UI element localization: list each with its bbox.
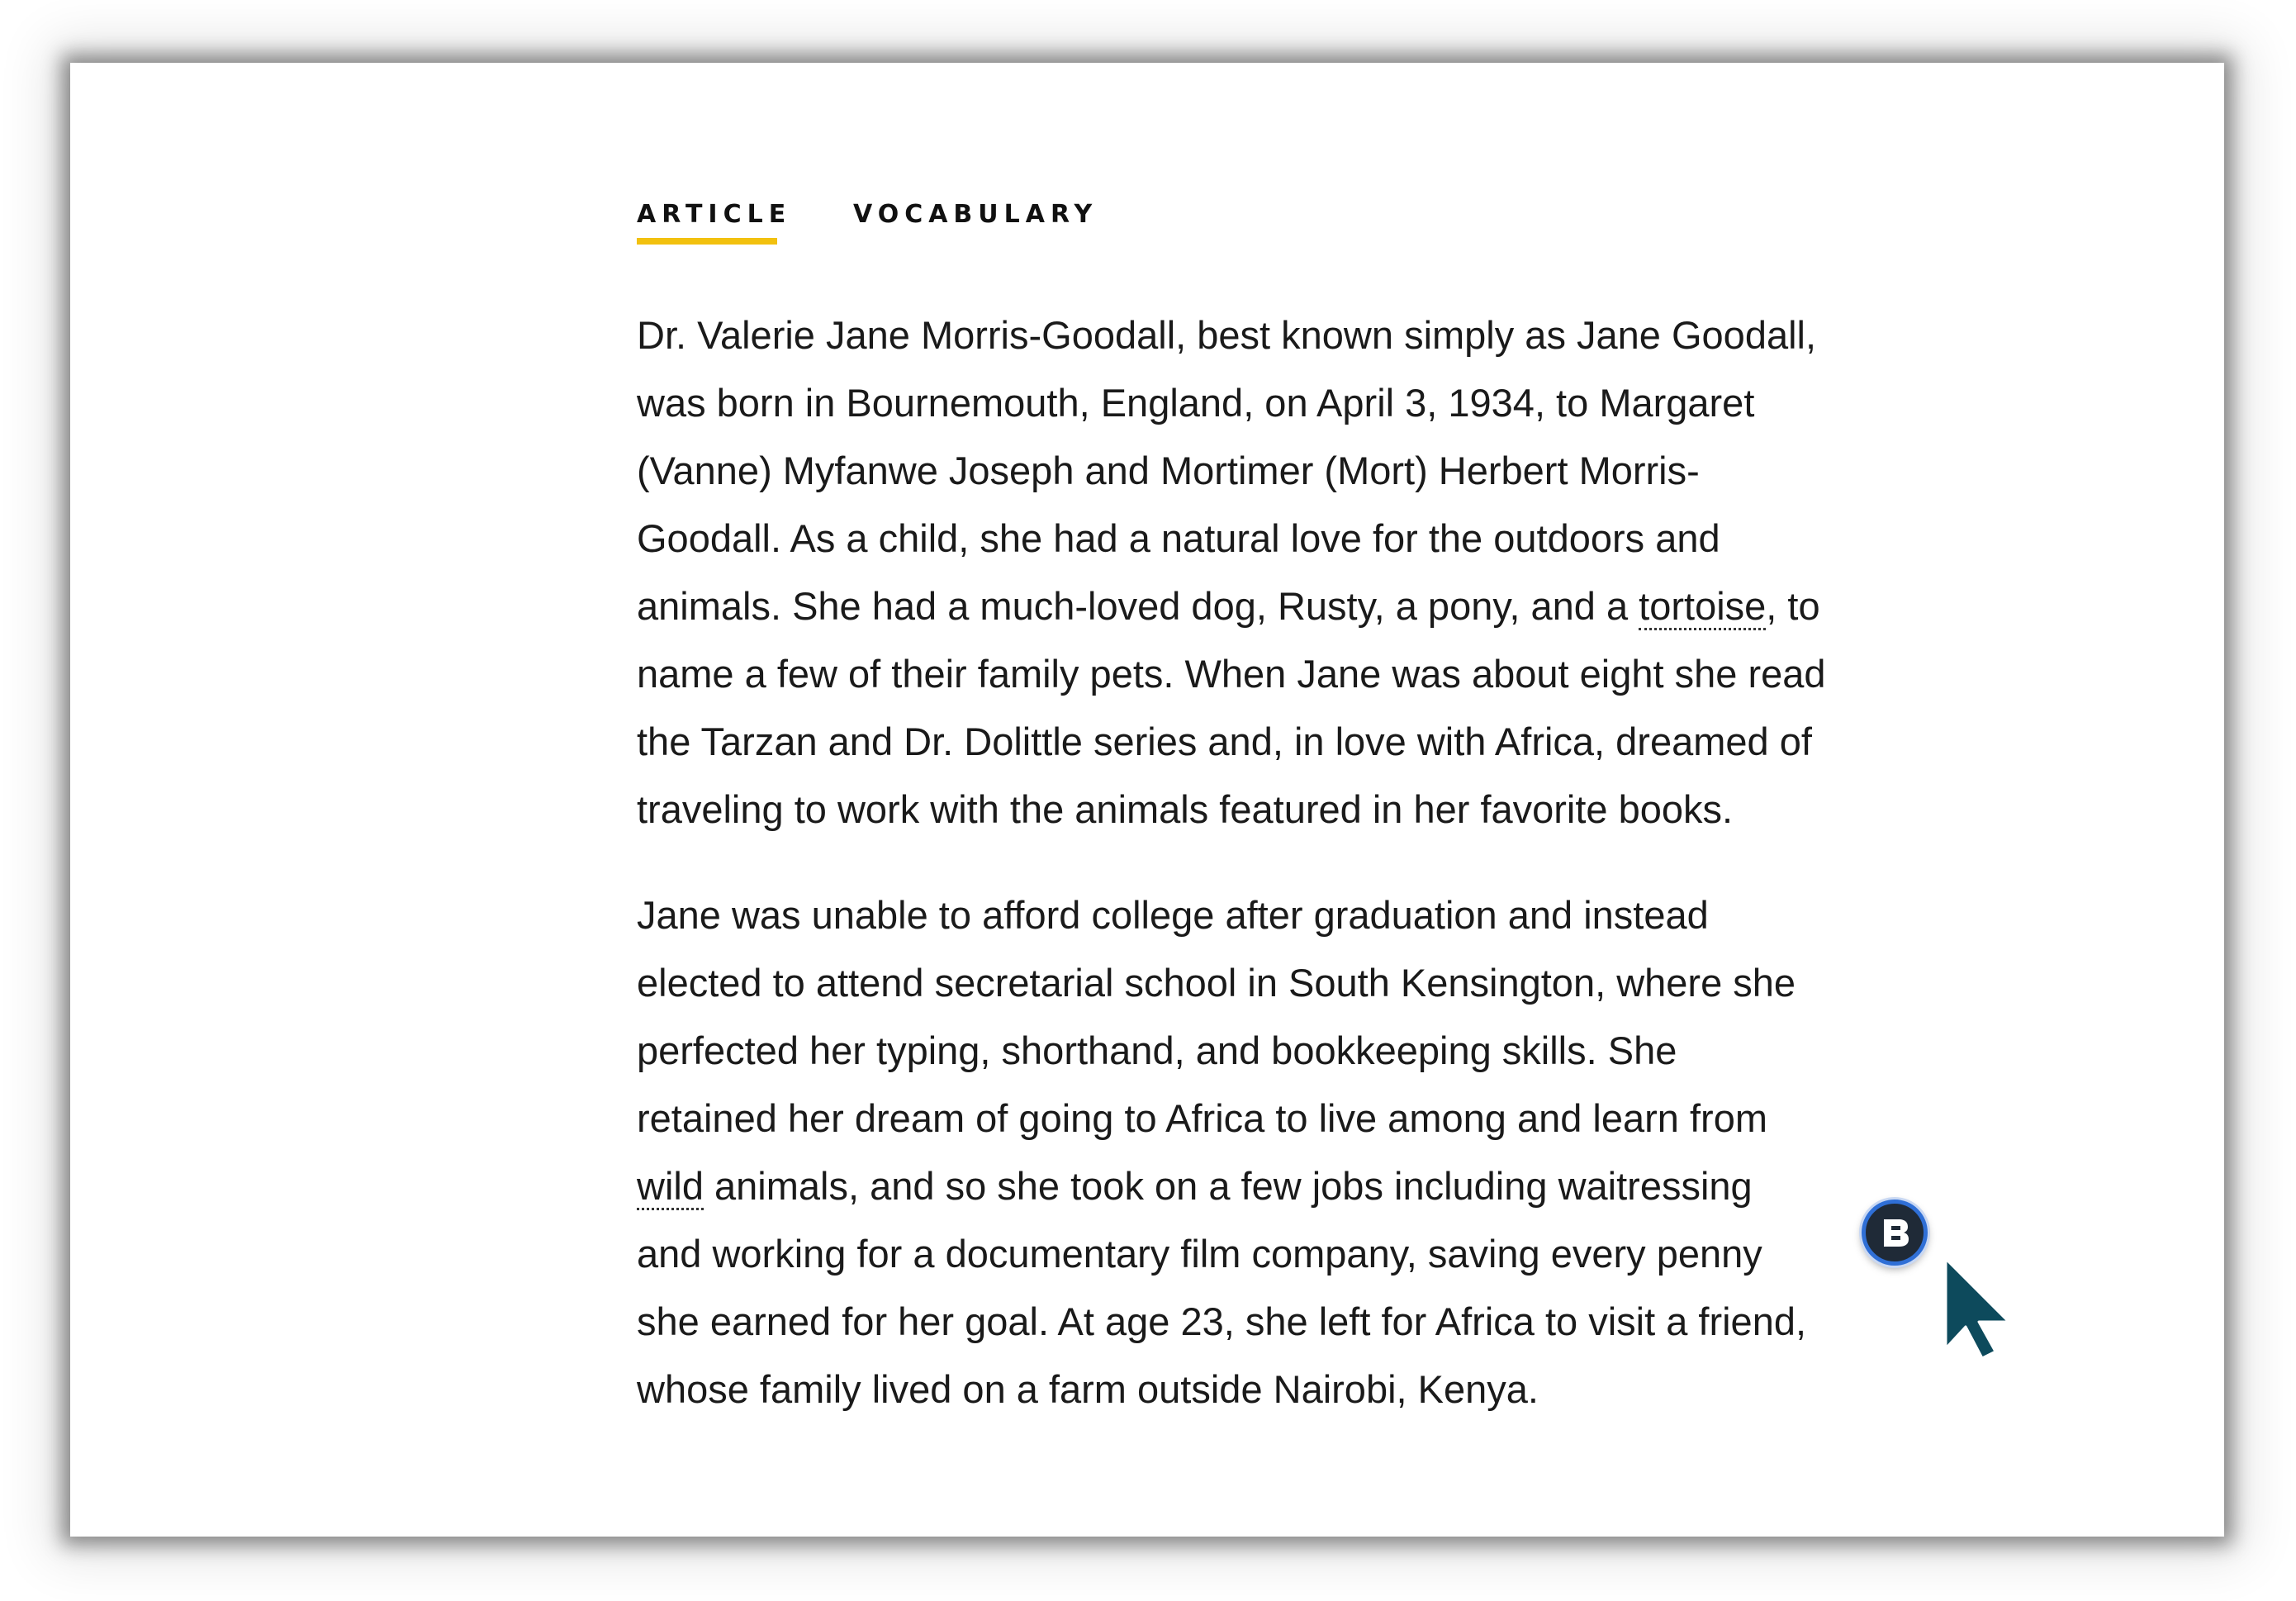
- paragraph-text: animals, and so she took on a few jobs including waitressing and working for a documentary film company, saving every penny she earned for her goal. At age 23, she left for Africa to visit a friend, whose family lived on a farm outside Nairobi, Kenya.: [637, 1164, 1807, 1411]
- vocab-term-tortoise[interactable]: tortoise: [1639, 584, 1766, 630]
- article-body: [637, 302, 1826, 1461]
- tab-vocabulary[interactable]: VOCABULARY: [853, 200, 1098, 229]
- paragraph-text: Dr. Valerie Jane Morris-Goodall, best known simply as Jane Goodall, was born in Bournemouth, England, on April 3, 1934, to Margaret (Vanne) Myfanwe Joseph and Mortimer (Mort) Herbert Morris-Goodall. As a child, she had a natural love for the outdoors and animals. She had a much-loved dog, Rusty, a pony, and a: [637, 313, 1817, 628]
- paragraph-text: Jane was unable to afford college after graduation and instead elected to attend secretarial school in South Kensington, where she perfected her typing, shorthand, and bookkeeping skills. She retained her dream of going to Africa to live among and learn from: [637, 893, 1796, 1140]
- article-window: [70, 63, 2224, 1537]
- mouse-pointer-icon: [1941, 1256, 2023, 1363]
- paragraph-text: , to name a few of their family pets. When Jane was about eight she read the Tarzan and Dr. Dolittle series and, in love with Africa, dreamed of traveling to work with the animals featured in her favorite books.: [637, 584, 1826, 831]
- b-logo-icon: [1876, 1214, 1913, 1251]
- tab-article[interactable]: ARTICLE: [637, 200, 792, 229]
- active-tab-indicator: [637, 238, 777, 245]
- vocab-term-wild[interactable]: wild: [637, 1164, 704, 1210]
- article-paragraph-1: [637, 302, 1826, 843]
- extension-button[interactable]: [1862, 1200, 1928, 1266]
- article-paragraph-2: [637, 881, 1826, 1423]
